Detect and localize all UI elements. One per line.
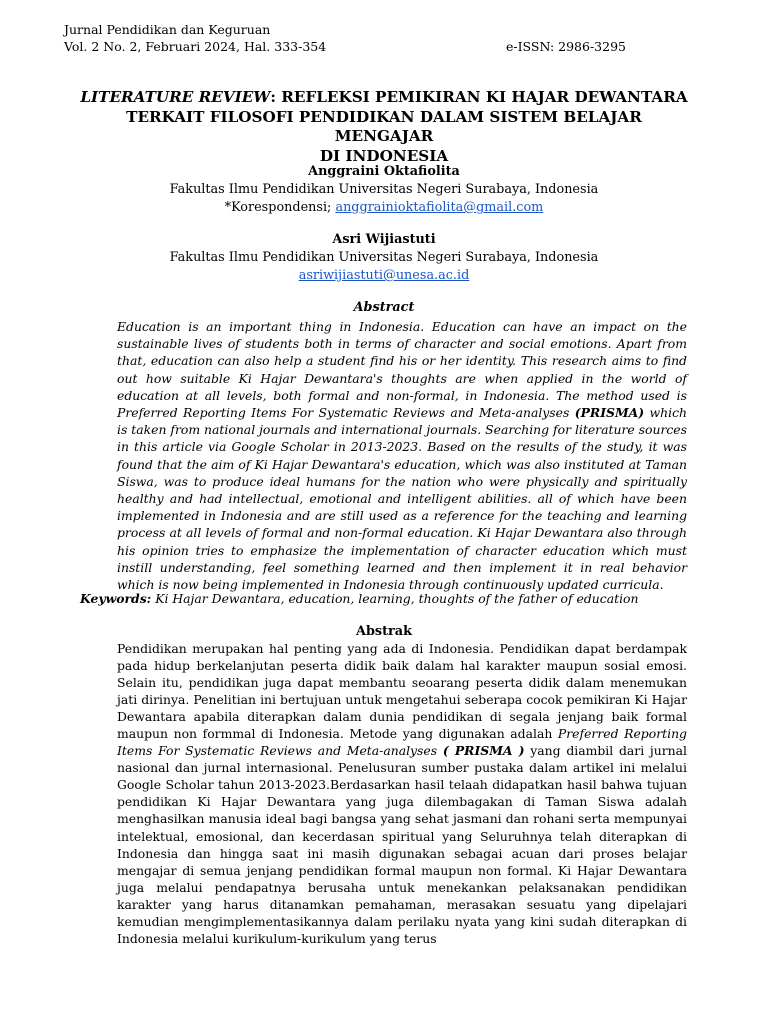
abstrak-prisma: ( PRISMA ) (442, 743, 525, 759)
abstrak-method-name: Preferred Reporting Items For Systematic Reviews and Meta-analyses (117, 726, 687, 759)
abstract-text-cont: which is taken from national journals and international journals. Searching for literature sources in this article via Google Scholar in 2013-2023. Based on the results of the study, it was found that the aim of Ki Hajar Dewantara's education, which was also instituted at Taman Siswa, was to produce ideal humans for the nation who were physically and spiritually healthy and had intellectual, emotional and intelligent abilities. all of which have been implemented in Indonesia and are still used as a reference for the teaching and learning process at all levels of formal and non-formal education. Ki Hajar Dewantara also through his opinion tries to emphasize the implementation of character education which must instill understanding, feel something learned and then implement it in real behavior which is now being implemented in Indonesia through continuously updated curricula. (117, 405, 687, 593)
journal-volume: Vol. 2 No. 2, Februari 2024, Hal. 333-354 (64, 39, 327, 54)
journal-name: Jurnal Pendidikan dan Keguruan (64, 22, 271, 37)
keywords-label: Keywords: (80, 591, 152, 606)
author-block-2 (80, 231, 688, 285)
abstrak-text-cont: yang diambil dari jurnal nasional dan jurnal internasional. Penelusuran sumber pustaka dalam artikel ini melalui Google Scholar tahun 2013-2023.Berdasarkan hasil telaah didapatkan hasil bahwa tujuan pendidikan Ki Hajar Dewantara yang juga dilembagakan di Taman Siswa adalah menghasilkan manusia ideal bagi bangsa yang sehat jasmani dan rohani serta mempunyai intelektual, emosional, dan kecerdasan spiritual yang Seluruhnya telah diterapkan di Indonesia dan hingga saat ini masih digunakan sebagai acuan dari proses belajar mengajar di semua jenjang pendidikan formal maupun non formal. Ki Hajar Dewantara juga melalui pendapatnya berusaha untuk menekankan pelaksanakan pendidikan karakter yang harus ditanamkan pemahaman, merasakan sesuatu yang dipelajari kemudian mengimplementasikannya dalam perilaku nyata yang kini sudah diterapkan di Indonesia melalui kurikulum-kurikulum yang terus (117, 743, 687, 946)
author-email-link[interactable]: anggrainioktafiolita@gmail.com (335, 200, 544, 215)
title-line3: DI INDONESIA (319, 146, 449, 165)
author-name: Anggraini Oktafiolita (308, 164, 460, 179)
author-affiliation: Fakultas Ilmu Pendidikan Universitas Negeri Surabaya, Indonesia (169, 182, 599, 197)
journal-issn: e-ISSN: 2986-3295 (506, 39, 626, 54)
article-title (80, 88, 688, 166)
title-line1-rest: : REFLEKSI PEMIKIRAN KI HAJAR DEWANTARA (270, 88, 688, 106)
abstrak-text: Pendidikan merupakan hal penting yang ada di Indonesia. Pendidikan dapat berdampak pada hidup berkelanjutan peserta didik baik dalam hal karakter maupun sosial emosi. Selain itu, pendidikan juga dapat membantu seoarang peserta didik dalam menemukan jati dirinya. Penelitian ini bertujuan untuk mengetahui seberapa cocok pemikiran Ki Hajar Dewantara apabila diterapkan dalam dunia pendidikan di segala jenjang baik formal maupun non formmal di Indonesia. Metode yang digunakan adalah (117, 641, 687, 742)
abstract-prisma: (PRISMA) (574, 405, 645, 421)
keywords-text: Ki Hajar Dewantara, education, learning, thoughts of the father of education (151, 591, 639, 606)
abstract-text: Education is an important thing in Indonesia. Education can have an impact on the sustainable lives of students both in terms of character and social emotions. Apart from that, education can also help a student find his or her identity. This research aims to find out how suitable Ki Hajar Dewantara's thoughts are when applied in the world of education at all levels, both formal and non-formal, in Indonesia. The method used is Preferred Reporting Items For Systematic Reviews and Meta-analyses (117, 319, 687, 421)
abstract-english (117, 318, 687, 593)
abstract-indonesian (117, 640, 687, 947)
abstrak-heading: Abstrak (356, 624, 412, 639)
abstract-heading: Abstract (353, 300, 415, 315)
author-affiliation: Fakultas Ilmu Pendidikan Universitas Negeri Surabaya, Indonesia (169, 250, 599, 265)
author-contact (80, 199, 688, 217)
contact-label: *Korespondensi; (224, 200, 336, 215)
keywords (80, 591, 638, 606)
title-line2: TERKAIT FILOSOFI PENDIDIKAN DALAM SISTEM BELAJAR MENGAJAR (126, 107, 642, 145)
title-italic: LITERATURE REVIEW (80, 88, 271, 106)
author-name: Asri Wijiastuti (332, 232, 436, 247)
author-block-1 (80, 163, 688, 217)
author-email-link[interactable]: asriwijiastuti@unesa.ac.id (298, 268, 470, 283)
